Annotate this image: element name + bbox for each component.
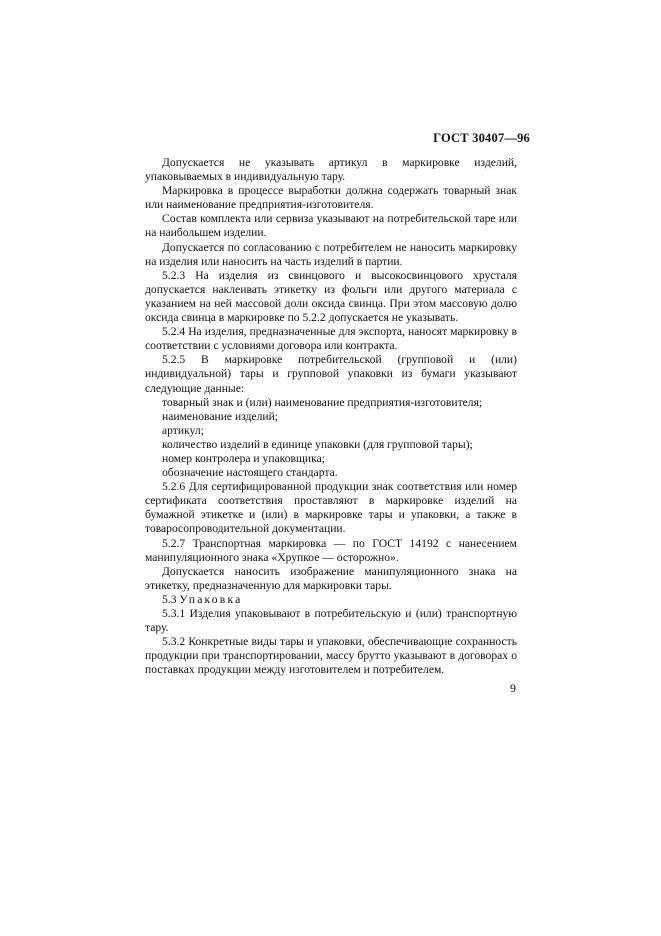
paragraph: Допускается по согласованию с потребителем не наносить маркировку на изделия или наносить на часть изделий в партии.	[145, 240, 517, 268]
page-number: 9	[510, 681, 516, 695]
section-heading	[145, 593, 517, 607]
section-title: Упаковка	[179, 592, 243, 606]
paragraph-5-3-1: 5.3.1 Изделия упаковывают в потребительскую и (или) транспортную тару.	[145, 607, 517, 635]
paragraph-5-3-2: 5.3.2 Конкретные виды тары и упаковки, обеспечивающие сохранность продукции при транспортировании, массу брутто указывают в договорах о поставках продукции между изготовителем и потребителем.	[145, 635, 517, 677]
section-number: 5.3	[162, 592, 177, 606]
paragraph: Допускается не указывать артикул в маркировке изделий, упаковываемых в индивидуальную тару.	[145, 156, 517, 184]
paragraph: Допускается наносить изображение манипуляционного знака на этикетку, предназначенную для маркировки тары.	[145, 564, 517, 592]
list-item: номер контролера и упаковщика;	[162, 451, 325, 465]
body-text	[145, 156, 517, 677]
standard-header: ГОСТ 30407—96	[433, 131, 530, 145]
paragraph-5-2-7: 5.2.7 Транспортная маркировка — по ГОСТ 14192 с нанесением манипуляционного знака «Хрупкое — осторожно».	[145, 536, 517, 564]
paragraph-5-2-4: 5.2.4 На изделия, предназначенные для экспорта, наносят маркировку в соответствии с условиями договора или контракта.	[145, 325, 517, 353]
list-item: обозначение настоящего стандарта.	[162, 466, 338, 480]
list-item: товарный знак и (или) наименование предприятия-изготовителя;	[162, 395, 483, 409]
list-item: наименование изделий;	[162, 409, 278, 423]
paragraph-5-2-5: 5.2.5 В маркировке потребительской (групповой и (или) индивидуальной) тары и групповой упаковки из бумаги указывают следующие данные:	[145, 353, 517, 395]
list-item: количество изделий в единице упаковки (для групповой тары);	[162, 437, 473, 451]
paragraph: Маркировка в процессе выработки должна содержать товарный знак или наименование предприятия-изготовителя.	[145, 184, 517, 212]
paragraph: Состав комплекта или сервиза указывают на потребительской таре или на наибольшем изделии.	[145, 212, 517, 240]
list-item: артикул;	[162, 423, 204, 437]
paragraph-5-2-3: 5.2.3 На изделия из свинцового и высокосвинцового хрусталя допускается наклеивать этикетку из фольги или другого материала с указанием на ней массовой доли оксида свинца. При этом массовую долю оксида свинца в маркировке по 5.2.2 допускается не указывать.	[145, 268, 517, 325]
paragraph-5-2-6: 5.2.6 Для сертифицированной продукции знак соответствия или номер сертификата соответствия проставляют в маркировке изделий на бумажной этикетке и (или) в маркировке тары и упаковки, а также в товаросопроводительной документации.	[145, 480, 517, 536]
